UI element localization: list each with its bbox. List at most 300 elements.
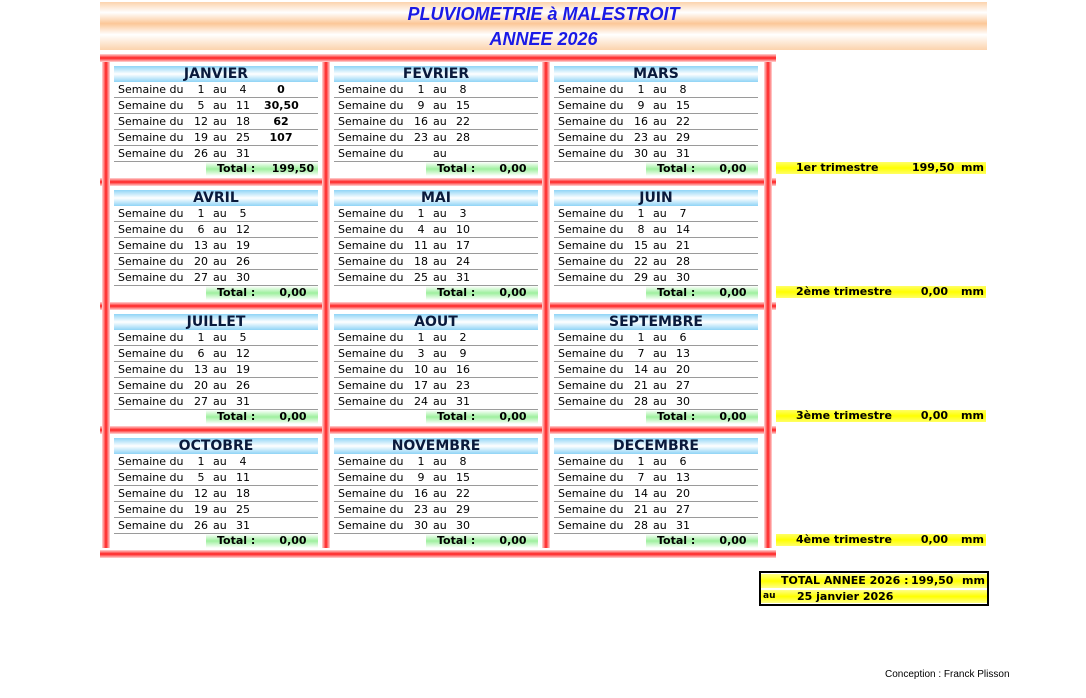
week-end-day: 25 <box>236 131 250 144</box>
month-header: JUIN <box>554 190 758 206</box>
week-row <box>334 222 538 238</box>
week-label: Semaine du <box>118 395 184 408</box>
week-end-day: 24 <box>456 255 470 268</box>
week-start-day: 5 <box>197 99 205 112</box>
week-label: Semaine du <box>558 115 624 128</box>
week-row <box>554 98 758 114</box>
week-label: Semaine du <box>118 207 184 220</box>
week-end-day: 31 <box>236 147 250 160</box>
week-label: Semaine du <box>558 207 624 220</box>
week-end-day: 2 <box>459 331 467 344</box>
week-row <box>114 254 318 270</box>
week-start-day: 1 <box>637 207 645 220</box>
week-au-label: au <box>213 115 227 128</box>
week-au-label: au <box>213 207 227 220</box>
month-total-cell <box>646 410 758 424</box>
month-header: OCTOBRE <box>114 438 318 454</box>
month-block <box>554 66 758 178</box>
week-row <box>334 254 538 270</box>
quarter-value: 0,00 <box>920 285 948 298</box>
week-start-day: 10 <box>414 363 428 376</box>
week-start-day: 24 <box>414 395 428 408</box>
week-au-label: au <box>213 83 227 96</box>
week-start-day: 29 <box>634 271 648 284</box>
week-end-day: 5 <box>239 331 247 344</box>
week-end-day: 30 <box>236 271 250 284</box>
annual-total-unit: mm <box>962 574 985 587</box>
frame-bar-col-1 <box>322 62 330 548</box>
week-label: Semaine du <box>338 395 404 408</box>
week-row <box>114 146 318 162</box>
week-label: Semaine du <box>118 347 184 360</box>
week-au-label: au <box>433 347 447 360</box>
month-total-cell <box>426 410 538 424</box>
week-start-day: 26 <box>194 147 208 160</box>
week-row <box>114 330 318 346</box>
week-end-day: 31 <box>236 395 250 408</box>
week-end-day: 27 <box>676 503 690 516</box>
month-header: DECEMBRE <box>554 438 758 454</box>
week-start-day: 7 <box>637 471 645 484</box>
week-end-day: 4 <box>239 455 247 468</box>
week-label: Semaine du <box>118 487 184 500</box>
month-block <box>554 438 758 550</box>
week-end-day: 12 <box>236 347 250 360</box>
month-total-row <box>114 410 318 424</box>
month-total-value: 0,00 <box>719 286 747 299</box>
week-label: Semaine du <box>338 471 404 484</box>
week-row <box>114 454 318 470</box>
week-row <box>554 518 758 534</box>
month-total-value: 0,00 <box>499 534 527 547</box>
week-start-day: 1 <box>637 83 645 96</box>
month-total-label: Total : <box>437 162 476 175</box>
week-label: Semaine du <box>558 519 624 532</box>
week-au-label: au <box>433 99 447 112</box>
week-end-day: 12 <box>236 223 250 236</box>
week-end-day: 20 <box>676 487 690 500</box>
week-au-label: au <box>653 115 667 128</box>
page-title: PLUVIOMETRIE à MALESTROIT <box>407 4 680 24</box>
week-row <box>114 518 318 534</box>
week-start-day: 25 <box>414 271 428 284</box>
week-label: Semaine du <box>118 503 184 516</box>
week-end-day: 6 <box>679 331 687 344</box>
annual-date-prefix: au <box>763 591 776 601</box>
week-rainfall-value[interactable]: 30,50 <box>264 99 299 112</box>
week-end-day: 11 <box>236 99 250 112</box>
month-header: MARS <box>554 66 758 82</box>
week-start-day: 12 <box>194 487 208 500</box>
week-end-day: 22 <box>676 115 690 128</box>
month-total-cell <box>206 410 318 424</box>
week-start-day: 1 <box>417 455 425 468</box>
week-end-day: 31 <box>456 395 470 408</box>
month-total-value: 199,50 <box>271 162 315 175</box>
week-label: Semaine du <box>558 331 624 344</box>
week-start-day: 1 <box>417 83 425 96</box>
week-au-label: au <box>653 503 667 516</box>
frame-bar-row-2 <box>100 302 776 310</box>
week-end-day: 21 <box>676 239 690 252</box>
quarter-total-1 <box>776 162 986 174</box>
week-au-label: au <box>213 331 227 344</box>
week-label: Semaine du <box>558 395 624 408</box>
week-row <box>554 270 758 286</box>
week-row <box>554 114 758 130</box>
week-start-day: 1 <box>197 455 205 468</box>
week-row <box>334 146 538 162</box>
month-total-value: 0,00 <box>499 162 527 175</box>
week-row <box>334 130 538 146</box>
month-total-row <box>554 534 758 548</box>
month-total-label: Total : <box>437 410 476 423</box>
credit-text: Conception : Franck Plisson <box>885 669 1010 680</box>
week-end-day: 13 <box>676 347 690 360</box>
month-total-value: 0,00 <box>279 410 307 423</box>
week-start-day: 20 <box>194 255 208 268</box>
week-au-label: au <box>653 331 667 344</box>
week-label: Semaine du <box>338 347 404 360</box>
week-end-day: 30 <box>676 395 690 408</box>
week-row <box>114 502 318 518</box>
month-header: NOVEMBRE <box>334 438 538 454</box>
week-start-day: 1 <box>197 207 205 220</box>
month-total-row <box>334 162 538 176</box>
week-start-day: 11 <box>414 239 428 252</box>
week-label: Semaine du <box>338 131 404 144</box>
week-row <box>334 486 538 502</box>
week-label: Semaine du <box>118 455 184 468</box>
week-end-day: 17 <box>456 239 470 252</box>
week-row <box>334 502 538 518</box>
month-total-row <box>554 410 758 424</box>
week-start-day: 9 <box>637 99 645 112</box>
week-au-label: au <box>653 471 667 484</box>
week-rainfall-value[interactable]: 107 <box>269 131 293 144</box>
week-start-day: 28 <box>634 395 648 408</box>
week-au-label: au <box>213 455 227 468</box>
week-start-day: 23 <box>634 131 648 144</box>
week-start-day: 20 <box>194 379 208 392</box>
week-au-label: au <box>653 223 667 236</box>
week-start-day: 27 <box>194 271 208 284</box>
month-header: JUILLET <box>114 314 318 330</box>
week-row <box>554 254 758 270</box>
week-label: Semaine du <box>558 503 624 516</box>
week-label: Semaine du <box>558 347 624 360</box>
week-au-label: au <box>653 519 667 532</box>
week-row <box>554 206 758 222</box>
week-row <box>554 222 758 238</box>
week-row <box>114 222 318 238</box>
week-start-day: 17 <box>414 379 428 392</box>
week-au-label: au <box>433 503 447 516</box>
week-rainfall-value[interactable]: 0 <box>277 83 285 96</box>
frame-bar-right <box>764 62 772 548</box>
week-start-day: 6 <box>197 347 205 360</box>
month-block <box>114 314 318 426</box>
week-au-label: au <box>653 395 667 408</box>
week-start-day: 1 <box>417 331 425 344</box>
week-label: Semaine du <box>118 271 184 284</box>
month-block <box>334 438 538 550</box>
month-block <box>114 438 318 550</box>
week-au-label: au <box>213 395 227 408</box>
week-label: Semaine du <box>558 379 624 392</box>
week-label: Semaine du <box>118 83 184 96</box>
week-row <box>334 270 538 286</box>
week-row <box>334 518 538 534</box>
quarter-total-2 <box>776 286 986 298</box>
month-total-value: 0,00 <box>279 286 307 299</box>
month-total-value: 0,00 <box>719 534 747 547</box>
annual-total-value: 199,50 <box>911 574 954 587</box>
week-label: Semaine du <box>338 83 404 96</box>
month-total-label: Total : <box>217 410 256 423</box>
week-row <box>554 346 758 362</box>
week-start-day: 1 <box>637 455 645 468</box>
week-label: Semaine du <box>118 147 184 160</box>
month-total-cell <box>206 534 318 548</box>
week-end-day: 15 <box>456 471 470 484</box>
page-subtitle: ANNEE 2026 <box>489 29 598 49</box>
quarter-label: 3ème trimestre <box>796 409 892 422</box>
week-end-day: 31 <box>676 519 690 532</box>
week-row <box>114 486 318 502</box>
week-label: Semaine du <box>338 255 404 268</box>
month-total-cell <box>206 162 318 176</box>
week-label: Semaine du <box>338 239 404 252</box>
week-start-day: 1 <box>637 331 645 344</box>
week-au-label: au <box>213 363 227 376</box>
week-row <box>334 454 538 470</box>
week-end-day: 15 <box>456 99 470 112</box>
month-block <box>114 66 318 178</box>
week-au-label: au <box>433 239 447 252</box>
week-au-label: au <box>433 147 447 160</box>
week-start-day: 21 <box>634 503 648 516</box>
week-end-day: 31 <box>456 271 470 284</box>
month-block <box>334 66 538 178</box>
week-row <box>114 394 318 410</box>
month-total-value: 0,00 <box>279 534 307 547</box>
month-total-row <box>114 286 318 300</box>
week-end-day: 18 <box>236 115 250 128</box>
week-end-day: 31 <box>676 147 690 160</box>
week-au-label: au <box>433 223 447 236</box>
week-row <box>334 378 538 394</box>
week-au-label: au <box>433 363 447 376</box>
week-end-day: 4 <box>239 83 247 96</box>
month-block <box>114 190 318 302</box>
week-start-day: 22 <box>634 255 648 268</box>
annual-total-box <box>759 571 989 606</box>
week-row <box>114 270 318 286</box>
week-start-day: 16 <box>414 487 428 500</box>
week-au-label: au <box>213 519 227 532</box>
week-row <box>554 146 758 162</box>
month-total-cell <box>206 286 318 300</box>
quarter-unit: mm <box>961 409 984 422</box>
week-rainfall-value[interactable]: 62 <box>273 115 289 128</box>
month-total-cell <box>646 534 758 548</box>
week-label: Semaine du <box>338 115 404 128</box>
week-au-label: au <box>213 255 227 268</box>
week-label: Semaine du <box>558 223 624 236</box>
quarter-value: 199,50 <box>912 161 955 174</box>
week-au-label: au <box>433 271 447 284</box>
week-row <box>114 98 318 114</box>
week-row <box>554 486 758 502</box>
week-row <box>334 206 538 222</box>
week-end-day: 29 <box>676 131 690 144</box>
month-total-label: Total : <box>657 534 696 547</box>
week-label: Semaine du <box>118 131 184 144</box>
week-label: Semaine du <box>338 223 404 236</box>
week-au-label: au <box>653 363 667 376</box>
week-au-label: au <box>653 487 667 500</box>
frame-bar-col-2 <box>542 62 550 548</box>
week-au-label: au <box>433 255 447 268</box>
month-total-cell <box>426 162 538 176</box>
week-end-day: 31 <box>236 519 250 532</box>
week-label: Semaine du <box>118 223 184 236</box>
week-end-day: 30 <box>676 271 690 284</box>
week-end-day: 26 <box>236 379 250 392</box>
week-row <box>114 206 318 222</box>
week-start-day: 14 <box>634 487 648 500</box>
month-total-row <box>114 534 318 548</box>
week-au-label: au <box>213 239 227 252</box>
month-total-value: 0,00 <box>499 410 527 423</box>
week-row <box>114 82 318 98</box>
week-row <box>334 346 538 362</box>
week-label: Semaine du <box>338 207 404 220</box>
week-row <box>334 470 538 486</box>
annual-date-row <box>761 590 987 603</box>
month-total-label: Total : <box>657 410 696 423</box>
week-au-label: au <box>213 223 227 236</box>
week-label: Semaine du <box>338 503 404 516</box>
week-row <box>114 378 318 394</box>
week-au-label: au <box>213 131 227 144</box>
week-start-day: 16 <box>414 115 428 128</box>
week-au-label: au <box>433 131 447 144</box>
week-au-label: au <box>433 471 447 484</box>
week-label: Semaine du <box>118 115 184 128</box>
quarter-unit: mm <box>961 533 984 546</box>
week-au-label: au <box>433 487 447 500</box>
month-total-value: 0,00 <box>719 162 747 175</box>
week-row <box>334 98 538 114</box>
week-end-day: 19 <box>236 363 250 376</box>
quarter-unit: mm <box>961 161 984 174</box>
week-end-day: 6 <box>679 455 687 468</box>
month-total-cell <box>646 162 758 176</box>
week-au-label: au <box>653 347 667 360</box>
week-row <box>114 130 318 146</box>
week-au-label: au <box>653 99 667 112</box>
annual-total-row <box>761 574 987 588</box>
week-row <box>114 470 318 486</box>
week-label: Semaine du <box>338 487 404 500</box>
week-start-day: 13 <box>194 239 208 252</box>
quarter-label: 4ème trimestre <box>796 533 892 546</box>
week-au-label: au <box>213 147 227 160</box>
week-label: Semaine du <box>338 363 404 376</box>
quarter-total-4 <box>776 534 986 546</box>
week-au-label: au <box>213 379 227 392</box>
week-label: Semaine du <box>558 147 624 160</box>
week-start-day: 3 <box>417 347 425 360</box>
week-au-label: au <box>653 255 667 268</box>
week-start-day: 9 <box>417 99 425 112</box>
week-end-day: 9 <box>459 347 467 360</box>
week-au-label: au <box>653 379 667 392</box>
week-start-day: 1 <box>197 331 205 344</box>
week-label: Semaine du <box>338 99 404 112</box>
quarter-value: 0,00 <box>920 533 948 546</box>
week-label: Semaine du <box>338 331 404 344</box>
week-start-day: 26 <box>194 519 208 532</box>
week-au-label: au <box>213 503 227 516</box>
frame-bar-row-3 <box>100 426 776 434</box>
week-end-day: 20 <box>676 363 690 376</box>
month-total-row <box>114 162 318 176</box>
week-start-day: 18 <box>414 255 428 268</box>
week-row <box>554 362 758 378</box>
week-start-day: 19 <box>194 503 208 516</box>
week-label: Semaine du <box>118 519 184 532</box>
week-row <box>114 114 318 130</box>
month-total-row <box>554 286 758 300</box>
week-au-label: au <box>433 207 447 220</box>
week-end-day: 8 <box>459 455 467 468</box>
month-total-label: Total : <box>217 162 256 175</box>
week-end-day: 26 <box>236 255 250 268</box>
quarter-value: 0,00 <box>920 409 948 422</box>
week-end-day: 19 <box>236 239 250 252</box>
week-au-label: au <box>433 455 447 468</box>
week-row <box>554 470 758 486</box>
week-row <box>334 362 538 378</box>
frame-bar-bottom <box>100 550 776 558</box>
month-total-value: 0,00 <box>499 286 527 299</box>
month-block <box>334 314 538 426</box>
week-start-day: 21 <box>634 379 648 392</box>
week-label: Semaine du <box>558 99 624 112</box>
week-start-day: 6 <box>197 223 205 236</box>
week-au-label: au <box>213 471 227 484</box>
week-label: Semaine du <box>118 99 184 112</box>
week-end-day: 18 <box>236 487 250 500</box>
week-row <box>334 394 538 410</box>
week-au-label: au <box>653 83 667 96</box>
week-end-day: 28 <box>676 255 690 268</box>
week-start-day: 8 <box>637 223 645 236</box>
week-start-day: 5 <box>197 471 205 484</box>
week-row <box>554 130 758 146</box>
quarter-label: 2ème trimestre <box>796 285 892 298</box>
week-start-day: 1 <box>417 207 425 220</box>
week-start-day: 30 <box>634 147 648 160</box>
week-label: Semaine du <box>558 131 624 144</box>
week-row <box>554 394 758 410</box>
week-row <box>554 238 758 254</box>
quarter-label: 1er trimestre <box>796 161 879 174</box>
week-row <box>334 330 538 346</box>
